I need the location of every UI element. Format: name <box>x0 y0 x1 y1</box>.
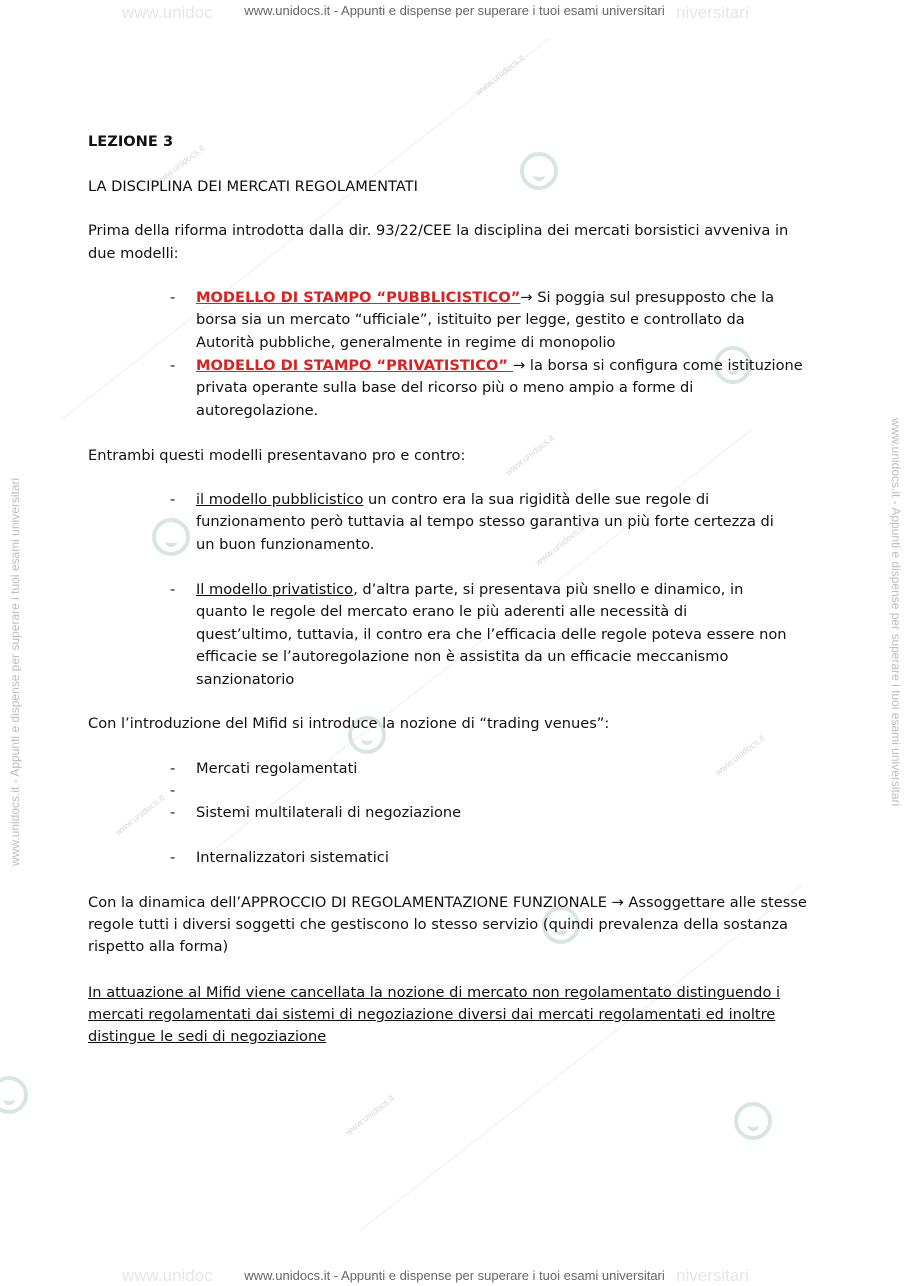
conclusion-paragraph-line: distingue le sedi di negoziazione <box>88 1028 327 1045</box>
list-item-pubblicistico <box>170 287 816 354</box>
paragraph-text: sanzionatorio <box>196 670 295 688</box>
watermark-ghost-left: www.unidoc <box>122 3 213 22</box>
list-dash: - <box>170 804 176 821</box>
unidocs-logo-icon <box>0 1076 28 1114</box>
paragraph-text: un buon funzionamento. <box>196 535 375 553</box>
watermark-tiny: www.unidocs.it <box>533 522 587 568</box>
conclusion-paragraph-line: In attuazione al Mifid viene cancellata la nozione di mercato non regolamentato distinguendo i <box>88 984 781 1001</box>
paragraph-text: quanto le regole del mercato erano le più aderenti alle necessità di <box>196 603 688 621</box>
unidocs-logo-icon <box>734 1102 772 1140</box>
intro-paragraph-line: due modelli: <box>88 245 179 262</box>
watermark-banner-bottom: www.unidocs.it - Appunti e dispense per superare i tuoi esami universitari <box>244 1268 665 1283</box>
list-item-venue <box>170 847 816 869</box>
watermark-tiny: www.unidocs.it <box>473 52 527 98</box>
venue-label: Internalizzatori sistematici <box>196 849 389 866</box>
model-text: privata operante sulla base del ricorso più o meno ampio a forme di <box>196 379 694 397</box>
watermark-tiny: www.unidocs.it <box>113 792 167 838</box>
mifid-intro-paragraph: Con l’introduzione del Mifid si introduce la nozione di “trading venues”: <box>88 715 610 732</box>
list-dash: - <box>170 760 176 777</box>
model-text: borsa sia un mercato “ufficiale”, istituito per legge, gestito e controllato da <box>196 311 745 329</box>
paragraph-text: , d’altra parte, si presentava più snello e dinamico, in <box>353 581 744 598</box>
conclusion-paragraph-line: mercati regolamentati dai sistemi di negoziazione diversi dai mercati regolamentati ed inoltre <box>88 1006 776 1023</box>
watermark-tiny: www.unidocs.it <box>153 142 207 188</box>
watermark-side-right: www.unidocs.it - Appunti e dispense per superare i tuoi esami universitari <box>889 418 903 807</box>
underlined-label: il modello pubblicistico <box>196 491 364 508</box>
section-title: LA DISCIPLINA DEI MERCATI REGOLAMENTATI <box>88 178 418 195</box>
list-dash: - <box>170 849 176 866</box>
list-item-privatistico-detail <box>170 579 816 691</box>
watermark-tiny: www.unidocs.it <box>503 432 557 478</box>
list-item-privatistico <box>170 355 816 422</box>
venue-label: Sistemi multilaterali di negoziazione <box>196 804 462 821</box>
list-dash: - <box>170 581 176 598</box>
watermark-ghost-right: niversitari <box>676 3 749 22</box>
watermark-side-left: www.unidocs.it - Appunti e dispense per superare i tuoi esami universitari <box>8 477 22 866</box>
model-label-pubblicistico: MODELLO DI STAMPO “PUBBLICISTICO” <box>196 289 521 306</box>
model-text: → Si poggia sul presupposto che la <box>520 289 775 306</box>
intro-paragraph-line: Prima della riforma introdotta dalla dir. 93/22/CEE la disciplina dei mercati borsistici avveniva in <box>88 222 789 239</box>
watermark-ghost-right: niversitari <box>676 1266 749 1285</box>
paragraph-text: efficacie se l’autoregolazione non è assistita da un efficacie meccanismo <box>196 648 729 666</box>
list-dash: - <box>170 289 176 306</box>
underlined-label: Il modello privatistico <box>196 581 354 598</box>
approccio-paragraph-line: Con la dinamica dell’APPROCCIO DI REGOLAMENTAZIONE FUNZIONALE → Assoggettare alle stesse <box>88 894 807 911</box>
model-text: autoregolazione. <box>196 401 319 419</box>
unidocs-logo-icon <box>152 518 190 556</box>
watermark-tiny: www.unidocs.it <box>343 1092 397 1138</box>
paragraph-text: quest’ultimo, tuttavia, il contro era che l’efficacia delle regole poteva essere non <box>196 625 787 643</box>
paragraph-text: un contro era la sua rigidità delle sue regole di <box>363 491 710 508</box>
model-text: → la borsa si configura come istituzione <box>513 357 803 374</box>
watermark-tiny: www.unidocs.it <box>713 732 767 778</box>
model-label-privatistico: MODELLO DI STAMPO “PRIVATISTICO” <box>196 357 514 374</box>
list-dash: - <box>170 357 176 374</box>
venue-label: Mercati regolamentati <box>196 760 358 777</box>
approccio-paragraph-line: rispetto alla forma) <box>88 938 229 955</box>
approccio-paragraph-line: regole tutti i diversi soggetti che gestiscono lo stesso servizio (quindi prevalenza della sostanza <box>88 916 788 933</box>
watermark-banner-top: www.unidocs.it - Appunti e dispense per superare i tuoi esami universitari <box>244 3 665 18</box>
model-text: Autorità pubbliche, generalmente in regime di monopolio <box>196 333 616 351</box>
list-dash: - <box>170 782 176 799</box>
pro-contro-paragraph: Entrambi questi modelli presentavano pro e contro: <box>88 447 466 464</box>
watermark-ghost-left: www.unidoc <box>122 1266 213 1285</box>
list-dash: - <box>170 491 176 508</box>
paragraph-text: funzionamento però tuttavia al tempo stesso garantiva un più forte certezza di <box>196 513 774 531</box>
list-item-venue <box>170 758 816 780</box>
list-item-pubblicistico-detail <box>170 489 816 556</box>
lesson-title: LEZIONE 3 <box>88 133 174 150</box>
list-item-venue <box>170 802 816 824</box>
